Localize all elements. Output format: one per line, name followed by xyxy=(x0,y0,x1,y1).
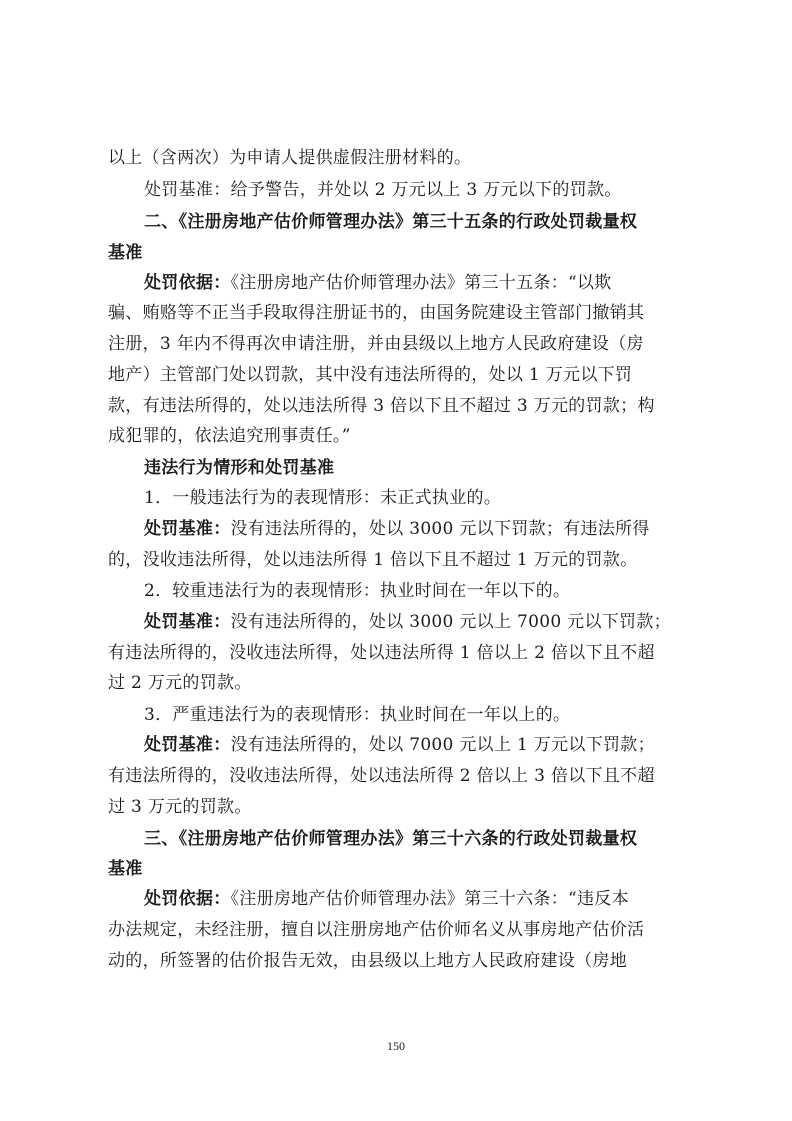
section-heading: 二、《注册房地产估价师管理办法》第三十五条的行政处罚裁量权 xyxy=(144,212,638,232)
text-line: 有违法所得的，没收违法所得，处以违法所得 2 倍以上 3 倍以下且不超 xyxy=(108,766,655,786)
penalty-text: 没有违法所得的，处以 3000 元以下罚款；有违法所得 xyxy=(230,519,650,539)
penalty-standard-line xyxy=(144,519,692,539)
basis-text: 《注册房地产估价师管理办法》第三十六条：“违反本 xyxy=(230,889,629,909)
penalty-label: 处罚基准： xyxy=(144,612,231,632)
text-line: 1．一般违法行为的表现情形：未正式执业的。 xyxy=(144,488,502,508)
section-heading-cont: 基准 xyxy=(108,243,143,263)
penalty-label: 处罚基准： xyxy=(144,735,231,755)
text-line: 以上（含两次）为申请人提供虚假注册材料的。 xyxy=(108,148,472,168)
penalty-text: 没有违法所得的，处以 7000 元以上 1 万元以下罚款； xyxy=(230,735,655,755)
text-line: 成犯罪的，依法追究刑事责任。” xyxy=(108,426,351,446)
text-line: 动的，所签署的估价报告无效，由县级以上地方人民政府建设（房地 xyxy=(108,951,627,971)
text-line: 有违法所得的，没收违法所得，处以违法所得 1 倍以上 2 倍以下且不超 xyxy=(108,643,655,663)
subheading: 违法行为情形和处罚基准 xyxy=(144,458,335,478)
penalty-standard-line xyxy=(144,612,692,632)
text-line: 3．严重违法行为的表现情形：执业时间在一年以上的。 xyxy=(144,705,571,725)
text-line: 过 2 万元的罚款。 xyxy=(108,673,252,693)
text-line: 骗、贿赂等不正当手段取得注册证书的，由国务院建设主管部门撤销其 xyxy=(108,303,645,323)
section-heading: 三、《注册房地产估价师管理办法》第三十六条的行政处罚裁量权 xyxy=(144,829,638,849)
basis-label: 处罚依据： xyxy=(144,273,231,293)
text-line: 办法规定，未经注册，擅自以注册房地产估价师名义从事房地产估价活 xyxy=(108,920,645,940)
basis-paragraph-first-line xyxy=(144,889,692,909)
basis-text: 《注册房地产估价师管理办法》第三十五条：“以欺 xyxy=(230,273,612,293)
text-line: 的，没收违法所得，处以违法所得 1 倍以下且不超过 1 万元的罚款。 xyxy=(108,550,638,570)
penalty-standard-line xyxy=(144,735,692,755)
text-line: 2．较重违法行为的表现情形：执业时间在一年以下的。 xyxy=(144,581,571,601)
text-line: 处罚基准：给予警告，并处以 2 万元以上 3 万元以下的罚款。 xyxy=(144,180,622,200)
section-heading-cont: 基准 xyxy=(108,859,143,879)
basis-label: 处罚依据： xyxy=(144,889,231,909)
penalty-label: 处罚基准： xyxy=(144,519,231,539)
text-line: 款，有违法所得的，处以违法所得 3 倍以下且不超过 3 万元的罚款；构 xyxy=(108,396,655,416)
text-line: 过 3 万元的罚款。 xyxy=(108,797,252,817)
penalty-text: 没有违法所得的，处以 3000 元以上 7000 元以下罚款； xyxy=(230,612,671,632)
text-line: 地产）主管部门处以罚款，其中没有违法所得的，处以 1 万元以下罚 xyxy=(108,365,633,385)
page-number: 150 xyxy=(387,1039,405,1053)
basis-paragraph-first-line xyxy=(144,273,692,293)
text-line: 注册，3 年内不得再次申请注册，并由县级以上地方人民政府建设（房 xyxy=(108,334,644,354)
